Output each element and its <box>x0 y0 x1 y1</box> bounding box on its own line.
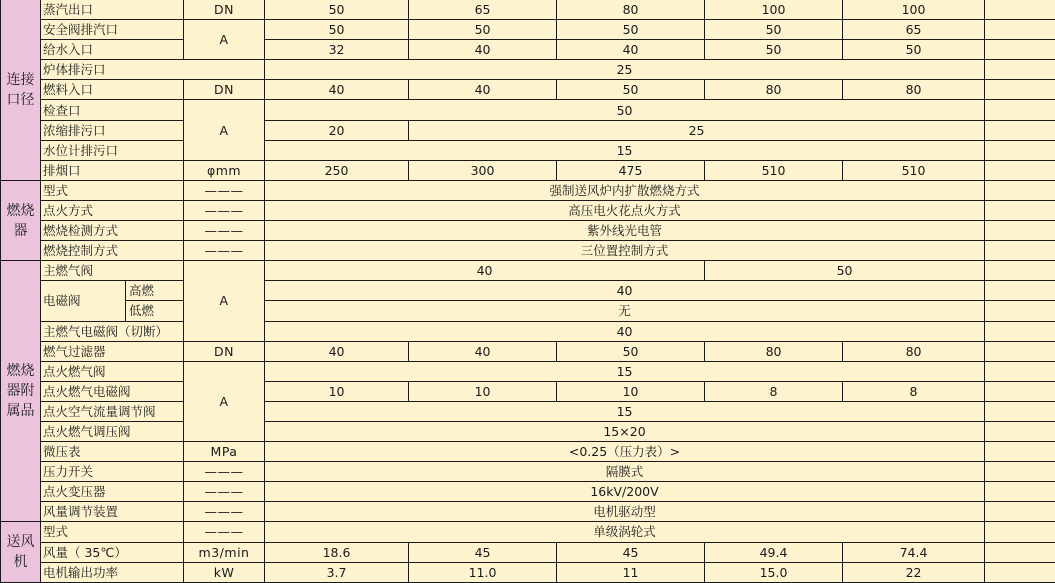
value-cell: 50 <box>265 0 409 20</box>
row-solenoid-high <box>1 281 1055 301</box>
value-cell: 45 <box>557 542 705 562</box>
value-cell: 80 <box>705 341 843 361</box>
label-fan-type: 型式 <box>41 522 184 542</box>
group-burner: 燃烧器 <box>1 180 41 260</box>
unit-gas-filter: DN <box>184 341 265 361</box>
blank-cell <box>985 40 1055 60</box>
blank-cell <box>985 0 1055 20</box>
value-cell: 80 <box>557 0 705 20</box>
value-cell: 50 <box>705 20 843 40</box>
row-fan-type <box>1 522 1055 542</box>
value-cell: 25 <box>265 60 985 80</box>
unit-micro-gauge: MPa <box>184 442 265 462</box>
blank-cell <box>985 401 1055 421</box>
value-cell: 300 <box>409 160 557 180</box>
unit-flue-outlet: φmm <box>184 160 265 180</box>
value-cell: 11.0 <box>409 562 557 582</box>
group-fan: 送风机 <box>1 522 41 582</box>
row-level-gauge-blowdown <box>1 140 1055 160</box>
unit-main-gas-valve: A <box>184 261 265 341</box>
value-cell: 510 <box>843 160 985 180</box>
row-micro-gauge <box>1 442 1055 462</box>
label-steam-outlet: 蒸汽出口 <box>41 0 184 20</box>
label-pilot-gas-valve: 点火燃气阀 <box>41 361 184 381</box>
unit-feed-water: A <box>184 20 265 60</box>
value-cell: 40 <box>265 321 985 341</box>
blank-cell <box>985 80 1055 100</box>
blank-cell <box>985 341 1055 361</box>
row-concentrate-blowdown <box>1 120 1055 140</box>
unit-concentrate: A <box>184 100 265 160</box>
blank-cell <box>985 160 1055 180</box>
blank-cell <box>985 482 1055 502</box>
unit-fuel-inlet: DN <box>184 80 265 100</box>
unit-ignition-transformer: ——— <box>184 482 265 502</box>
value-cell: 40 <box>409 80 557 100</box>
blank-cell <box>985 140 1055 160</box>
label-feed-water: 给水入口 <box>41 40 184 60</box>
label-body-blowdown: 炉体排污口 <box>41 60 265 80</box>
row-pilot-gas-valve <box>1 361 1055 381</box>
value-cell: 50 <box>843 40 985 60</box>
value-cell: 250 <box>265 160 409 180</box>
value-cell: 50 <box>705 261 985 281</box>
value-cell: 16kV/200V <box>265 482 985 502</box>
value-cell: 10 <box>409 381 557 401</box>
label-level-gauge-blowdown: 水位计排污口 <box>41 140 184 160</box>
row-safety-valve <box>1 20 1055 40</box>
value-cell: 100 <box>843 0 985 20</box>
row-ignition-transformer <box>1 482 1055 502</box>
value-cell: 单级涡轮式 <box>265 522 985 542</box>
row-solenoid-low <box>1 301 1055 321</box>
row-main-gas-solenoid <box>1 321 1055 341</box>
value-cell: 50 <box>265 20 409 40</box>
blank-cell <box>985 442 1055 462</box>
value-cell: 65 <box>409 0 557 20</box>
value-cell: 15 <box>265 140 985 160</box>
label-combustion-control: 燃烧控制方式 <box>41 241 184 261</box>
label-concentrate-blowdown: 浓缩排污口 <box>41 120 184 140</box>
unit-combustion-control: ——— <box>184 241 265 261</box>
value-cell: 475 <box>557 160 705 180</box>
row-main-gas-valve <box>1 261 1055 281</box>
label-flame-detection: 燃烧检测方式 <box>41 221 184 241</box>
value-cell: 15 <box>265 401 985 421</box>
row-flame-detection <box>1 221 1055 241</box>
blank-cell <box>985 421 1055 441</box>
unit-fan-type: ——— <box>184 522 265 542</box>
blank-cell <box>985 200 1055 220</box>
label-pilot-air-regulator: 点火空气流量调节阀 <box>41 401 184 421</box>
value-cell: 40 <box>409 40 557 60</box>
value-cell: 50 <box>409 20 557 40</box>
row-pilot-air-regulator <box>1 401 1055 421</box>
row-fuel-inlet <box>1 80 1055 100</box>
value-cell: 45 <box>409 542 557 562</box>
unit-damper: ——— <box>184 502 265 522</box>
unit-airflow: m3/min <box>184 542 265 562</box>
label-safety-valve: 安全阀排汽口 <box>41 20 184 40</box>
blank-cell <box>985 120 1055 140</box>
blank-cell <box>985 321 1055 341</box>
value-cell: 40 <box>265 281 985 301</box>
label-pilot-gas-solenoid: 点火燃气电磁阀 <box>41 381 184 401</box>
blank-cell <box>985 60 1055 80</box>
label-solenoid-low: 低燃 <box>126 301 184 321</box>
value-cell: 20 <box>265 120 409 140</box>
value-cell: 10 <box>557 381 705 401</box>
blank-cell <box>985 261 1055 281</box>
value-cell: 强制送风炉内扩散燃烧方式 <box>265 180 985 200</box>
row-combustion-control <box>1 241 1055 261</box>
label-gas-filter: 燃气过滤器 <box>41 341 184 361</box>
unit-pilot-gas-solenoid: A <box>184 361 265 441</box>
value-cell: 22 <box>843 562 985 582</box>
value-cell: 40 <box>409 341 557 361</box>
value-cell: 三位置控制方式 <box>265 241 985 261</box>
value-cell: 50 <box>705 40 843 60</box>
row-pressure-switch <box>1 462 1055 482</box>
row-feed-water <box>1 40 1055 60</box>
blank-cell <box>985 281 1055 301</box>
value-cell: 紫外线光电管 <box>265 221 985 241</box>
blank-cell <box>985 542 1055 562</box>
unit-steam-outlet: DN <box>184 0 265 20</box>
unit-ignition-method: ——— <box>184 200 265 220</box>
value-cell: 50 <box>265 100 985 120</box>
row-inspection <box>1 100 1055 120</box>
group-burner-accessories: 燃烧器附属品 <box>1 261 41 522</box>
value-cell: 80 <box>843 80 985 100</box>
value-cell: 8 <box>843 381 985 401</box>
label-pilot-pressure-regulator: 点火燃气调压阀 <box>41 421 184 441</box>
value-cell: 8 <box>705 381 843 401</box>
label-pressure-switch: 压力开关 <box>41 462 184 482</box>
label-ignition-transformer: 点火变压器 <box>41 482 184 502</box>
value-cell: 74.4 <box>843 542 985 562</box>
row-pilot-pressure-regulator <box>1 421 1055 441</box>
value-cell: 11 <box>557 562 705 582</box>
value-cell: 40 <box>265 341 409 361</box>
unit-motor-power: kW <box>184 562 265 582</box>
value-cell: 32 <box>265 40 409 60</box>
label-motor-power: 电机输出功率 <box>41 562 184 582</box>
blank-cell <box>985 502 1055 522</box>
blank-cell <box>985 301 1055 321</box>
row-body-blowdown <box>1 60 1055 80</box>
label-solenoid-high: 高燃 <box>126 281 184 301</box>
label-main-gas-valve: 主燃气阀 <box>41 261 184 281</box>
value-cell: 40 <box>265 80 409 100</box>
blank-cell <box>985 562 1055 582</box>
value-cell: 50 <box>557 80 705 100</box>
group-connection: 连接口径 <box>1 0 41 180</box>
value-cell: 80 <box>843 341 985 361</box>
unit-pressure-switch: ——— <box>184 462 265 482</box>
value-cell: 15×20 <box>265 421 985 441</box>
value-cell: <0.25（压力表）> <box>265 442 985 462</box>
row-pilot-gas-solenoid <box>1 381 1055 401</box>
value-cell: 50 <box>557 341 705 361</box>
blank-cell <box>985 361 1055 381</box>
blank-cell <box>985 221 1055 241</box>
value-cell: 510 <box>705 160 843 180</box>
value-cell: 3.7 <box>265 562 409 582</box>
unit-flame-detection: ——— <box>184 221 265 241</box>
label-flue-outlet: 排烟口 <box>41 160 184 180</box>
blank-cell <box>985 462 1055 482</box>
value-cell: 15.0 <box>705 562 843 582</box>
value-cell: 电机驱动型 <box>265 502 985 522</box>
value-cell: 无 <box>265 301 985 321</box>
label-ignition-method: 点火方式 <box>41 200 184 220</box>
row-burner-type <box>1 180 1055 200</box>
value-cell: 49.4 <box>705 542 843 562</box>
row-flue-outlet <box>1 160 1055 180</box>
value-cell: 18.6 <box>265 542 409 562</box>
value-cell: 40 <box>557 40 705 60</box>
blank-cell <box>985 522 1055 542</box>
value-cell: 65 <box>843 20 985 40</box>
row-steam-outlet <box>1 0 1055 20</box>
value-cell: 80 <box>705 80 843 100</box>
blank-cell <box>985 100 1055 120</box>
value-cell: 50 <box>557 20 705 40</box>
label-fuel-inlet: 燃料入口 <box>41 80 184 100</box>
value-cell: 25 <box>409 120 985 140</box>
row-damper <box>1 502 1055 522</box>
value-cell: 100 <box>705 0 843 20</box>
label-main-gas-solenoid: 主燃气电磁阀（切断） <box>41 321 184 341</box>
label-damper: 风量调节装置 <box>41 502 184 522</box>
blank-cell <box>985 20 1055 40</box>
value-cell: 15 <box>265 361 985 381</box>
label-airflow: 风量（ 35℃） <box>41 542 184 562</box>
value-cell: 10 <box>265 381 409 401</box>
row-airflow <box>1 542 1055 562</box>
label-solenoid: 电磁阀 <box>41 281 126 321</box>
value-cell: 40 <box>265 261 705 281</box>
value-cell: 隔膜式 <box>265 462 985 482</box>
row-ignition-method <box>1 200 1055 220</box>
label-burner-type: 型式 <box>41 180 184 200</box>
row-motor-power <box>1 562 1055 582</box>
label-inspection: 检查口 <box>41 100 184 120</box>
blank-cell <box>985 381 1055 401</box>
label-micro-gauge: 微压表 <box>41 442 184 462</box>
row-gas-filter <box>1 341 1055 361</box>
blank-cell <box>985 180 1055 200</box>
blank-cell <box>985 241 1055 261</box>
unit-burner-type: ——— <box>184 180 265 200</box>
value-cell: 高压电火花点火方式 <box>265 200 985 220</box>
